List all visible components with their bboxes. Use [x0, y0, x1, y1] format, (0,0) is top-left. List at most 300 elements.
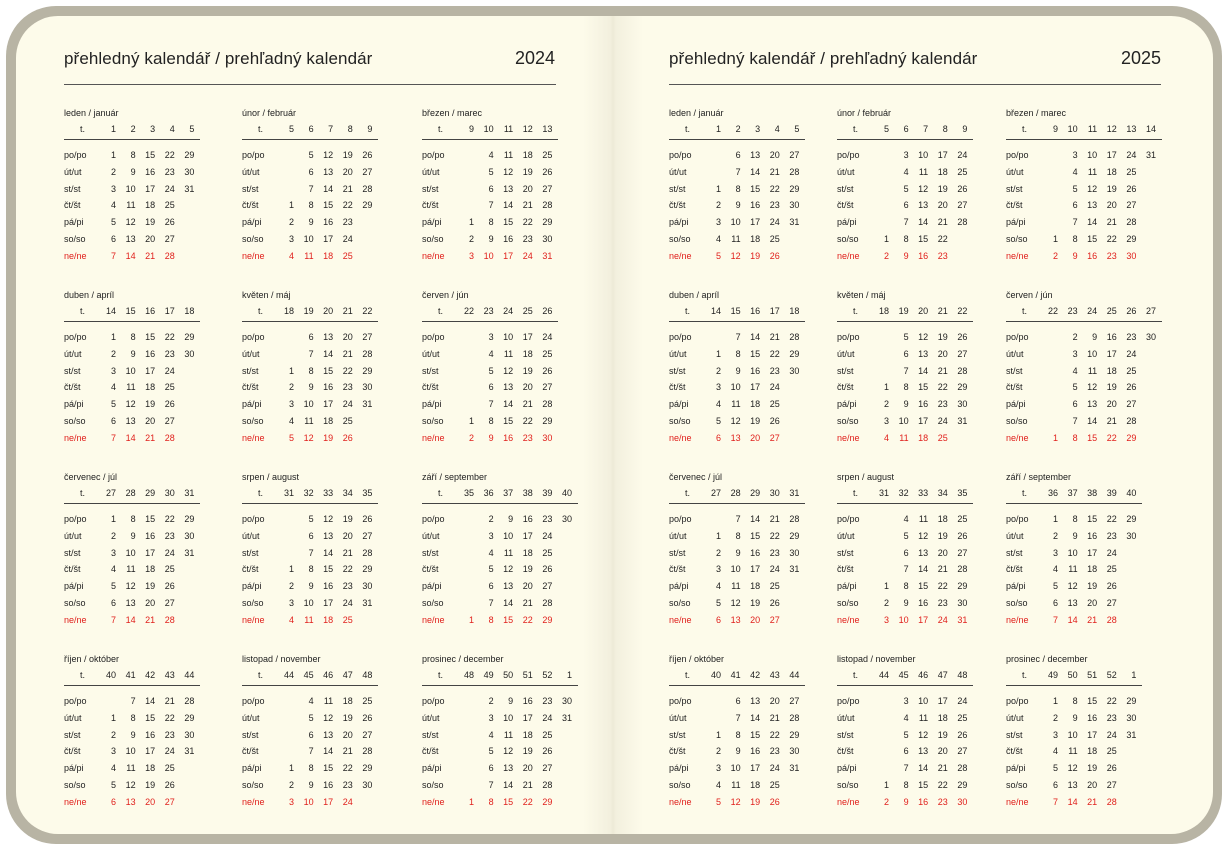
- day-label: ne/ne: [422, 796, 445, 807]
- day-label: so/so: [422, 416, 444, 426]
- day-label: út/ut: [64, 348, 82, 359]
- date-cell: 28: [362, 183, 373, 194]
- date-cell: 6: [308, 166, 314, 177]
- date-cell: 20: [750, 432, 761, 443]
- date-cell: 27: [789, 150, 800, 160]
- date-cell: 1: [110, 332, 116, 342]
- date-cell: 6: [1052, 598, 1058, 608]
- date-cell: 14: [1087, 217, 1098, 228]
- date-cell: 2: [288, 382, 294, 393]
- date-cell: 31: [789, 564, 800, 575]
- date-cell: 29: [184, 332, 195, 342]
- week-number: 23: [483, 306, 494, 316]
- date-cell: 20: [342, 332, 353, 342]
- date-cell: 24: [164, 183, 175, 194]
- week-number: 34: [342, 488, 353, 498]
- date-cell: 11: [126, 200, 136, 211]
- date-cell: 12: [730, 416, 741, 426]
- date-cell: 26: [362, 150, 373, 160]
- day-label: čt/št: [1006, 746, 1023, 757]
- date-cell: 2: [1072, 332, 1078, 342]
- date-cell: 29: [184, 150, 195, 160]
- date-cell: 4: [1072, 166, 1078, 177]
- page-year: 2024: [514, 48, 555, 68]
- date-cell: 9: [308, 217, 314, 228]
- date-cell: 17: [145, 365, 156, 376]
- day-label: st/st: [422, 183, 439, 194]
- date-cell: 30: [561, 514, 572, 524]
- date-cell: 10: [303, 796, 314, 807]
- date-cell: 21: [522, 200, 533, 211]
- date-cell: 24: [164, 746, 175, 757]
- date-cell: 5: [308, 712, 314, 723]
- date-cell: 15: [918, 780, 929, 790]
- date-cell: 20: [522, 183, 533, 194]
- date-cell: 3: [468, 250, 474, 261]
- day-label: st/st: [64, 365, 81, 376]
- date-cell: 29: [362, 200, 373, 211]
- week-number: 29: [145, 488, 156, 498]
- date-cell: 12: [730, 250, 741, 261]
- date-cell: 18: [1087, 746, 1098, 757]
- date-cell: 6: [110, 796, 116, 807]
- date-cell: 17: [750, 763, 761, 774]
- date-cell: 17: [918, 614, 929, 625]
- week-number: 13: [1126, 124, 1137, 134]
- day-label: čt/št: [837, 382, 854, 393]
- date-cell: 24: [164, 365, 175, 376]
- date-cell: 21: [342, 183, 353, 194]
- day-label: po/po: [242, 332, 265, 342]
- week-number: 48: [463, 670, 474, 680]
- date-cell: 13: [1087, 399, 1098, 410]
- day-label: so/so: [64, 598, 86, 608]
- date-cell: 19: [750, 796, 761, 807]
- date-cell: 5: [308, 514, 314, 524]
- date-cell: 28: [362, 348, 373, 359]
- week-number: 28: [125, 488, 136, 498]
- date-cell: 25: [957, 712, 968, 723]
- date-cell: 10: [1087, 348, 1098, 359]
- month-block: [1006, 654, 1166, 824]
- date-cell: 21: [145, 250, 156, 261]
- week-number: 33: [918, 488, 929, 498]
- date-cell: 9: [735, 365, 741, 376]
- date-cell: 19: [937, 183, 948, 194]
- date-cell: 30: [1126, 250, 1137, 261]
- date-cell: 29: [362, 365, 373, 376]
- day-label: so/so: [422, 780, 444, 790]
- week-number: 49: [1047, 670, 1058, 680]
- date-cell: 17: [145, 183, 156, 194]
- date-cell: 30: [362, 382, 373, 393]
- day-label: st/st: [669, 183, 686, 194]
- date-cell: 31: [542, 250, 553, 261]
- day-label: po/po: [837, 514, 860, 524]
- date-cell: 24: [1126, 348, 1137, 359]
- date-cell: 19: [937, 332, 948, 342]
- week-number: 23: [1067, 306, 1078, 316]
- date-cell: 19: [145, 581, 156, 592]
- date-cell: 25: [542, 547, 553, 558]
- date-cell: 16: [145, 348, 156, 359]
- week-number: 52: [542, 670, 553, 680]
- week-number: 17: [769, 306, 780, 316]
- date-cell: 1: [883, 382, 889, 393]
- date-cell: 1: [468, 796, 474, 807]
- date-cell: 8: [308, 763, 314, 774]
- day-label: so/so: [64, 234, 86, 244]
- week-number: 26: [1126, 306, 1137, 316]
- day-label: st/st: [1006, 729, 1023, 740]
- date-cell: 13: [323, 166, 334, 177]
- date-cell: 15: [918, 234, 929, 244]
- day-label: pá/pi: [1006, 763, 1026, 774]
- week-label: t.: [853, 124, 859, 134]
- day-label: po/po: [64, 696, 87, 706]
- week-number: 50: [503, 670, 514, 680]
- week-number: 11: [1087, 124, 1098, 134]
- date-cell: 9: [1092, 332, 1098, 342]
- week-number: 31: [789, 488, 800, 498]
- day-label: pá/pi: [422, 217, 442, 228]
- day-label: čt/št: [1006, 564, 1023, 575]
- date-cell: 20: [342, 530, 353, 541]
- date-cell: 2: [288, 581, 294, 592]
- week-number: 15: [125, 306, 136, 316]
- date-cell: 19: [145, 217, 156, 228]
- page-year: 2025: [1120, 48, 1161, 68]
- date-cell: 4: [308, 696, 314, 706]
- date-cell: 13: [750, 696, 761, 706]
- date-cell: 21: [342, 746, 353, 757]
- date-cell: 20: [145, 598, 156, 608]
- date-cell: 24: [937, 614, 948, 625]
- day-label: so/so: [669, 234, 691, 244]
- date-cell: 29: [789, 348, 800, 359]
- date-cell: 5: [715, 598, 721, 608]
- date-cell: 28: [789, 712, 800, 723]
- date-cell: 16: [1087, 250, 1098, 261]
- date-cell: 2: [883, 598, 889, 608]
- date-cell: 24: [542, 332, 553, 342]
- date-cell: 6: [488, 382, 494, 393]
- date-cell: 3: [1072, 150, 1078, 160]
- date-cell: 9: [130, 530, 136, 541]
- day-label: po/po: [669, 696, 692, 706]
- date-cell: 12: [125, 217, 136, 228]
- date-cell: 10: [125, 746, 136, 757]
- day-label: út/ut: [242, 348, 260, 359]
- week-number: 50: [1067, 670, 1078, 680]
- date-cell: 18: [342, 696, 353, 706]
- page-title: přehledný kalendář / prehľadný kalendár: [669, 49, 978, 68]
- day-label: pá/pi: [1006, 217, 1026, 228]
- date-cell: 1: [715, 348, 721, 359]
- week-number: 15: [730, 306, 741, 316]
- day-label: pá/pi: [422, 581, 442, 592]
- date-cell: 29: [1126, 514, 1137, 524]
- date-cell: 14: [323, 547, 334, 558]
- date-cell: 28: [1106, 614, 1117, 625]
- date-cell: 12: [323, 712, 334, 723]
- day-label: út/ut: [64, 712, 82, 723]
- date-cell: 13: [125, 598, 136, 608]
- date-cell: 2: [883, 399, 889, 410]
- week-label: t.: [258, 670, 264, 680]
- month-block: [1006, 290, 1166, 460]
- date-cell: 12: [918, 332, 929, 342]
- date-cell: 16: [145, 530, 156, 541]
- week-label: t.: [80, 488, 86, 498]
- date-cell: 22: [937, 234, 948, 244]
- date-cell: 19: [937, 530, 948, 541]
- date-cell: 25: [769, 780, 780, 790]
- date-cell: 24: [164, 547, 175, 558]
- day-label: čt/št: [1006, 200, 1023, 211]
- date-cell: 2: [468, 432, 474, 443]
- date-cell: 25: [164, 382, 175, 393]
- month-rule: [1006, 685, 1142, 686]
- date-cell: 9: [903, 399, 909, 410]
- week-number: 22: [957, 306, 968, 316]
- week-number: 18: [878, 306, 889, 316]
- date-cell: 9: [735, 200, 741, 211]
- week-number: 6: [903, 124, 909, 134]
- date-cell: 6: [903, 200, 909, 211]
- date-cell: 14: [323, 348, 334, 359]
- date-cell: 5: [110, 399, 116, 410]
- date-cell: 27: [1106, 780, 1117, 790]
- date-cell: 16: [522, 514, 533, 524]
- date-cell: 18: [750, 399, 761, 410]
- date-cell: 31: [184, 183, 195, 194]
- week-number: 44: [789, 670, 800, 680]
- day-label: čt/št: [837, 746, 854, 757]
- month-name: srpen / august: [837, 472, 895, 482]
- month-block: [64, 472, 224, 642]
- date-cell: 12: [303, 432, 314, 443]
- day-label: st/st: [242, 547, 259, 558]
- date-cell: 10: [730, 763, 741, 774]
- day-label: so/so: [837, 416, 859, 426]
- date-cell: 8: [308, 564, 314, 575]
- month-block: [669, 654, 829, 824]
- date-cell: 9: [308, 780, 314, 790]
- month-rule: [64, 503, 200, 504]
- month-block: [242, 108, 402, 278]
- date-cell: 17: [323, 399, 334, 410]
- date-cell: 25: [164, 200, 175, 211]
- day-label: ne/ne: [669, 432, 692, 443]
- day-label: pá/pi: [242, 763, 262, 774]
- week-number: 40: [1126, 488, 1137, 498]
- week-label: t.: [1022, 306, 1028, 316]
- date-cell: 7: [308, 547, 314, 558]
- date-cell: 1: [468, 614, 474, 625]
- date-cell: 11: [503, 150, 514, 160]
- date-cell: 17: [750, 217, 761, 228]
- day-label: po/po: [64, 332, 87, 342]
- date-cell: 20: [1106, 200, 1117, 211]
- date-cell: 2: [288, 780, 294, 790]
- week-number: 22: [362, 306, 373, 316]
- date-cell: 13: [125, 796, 136, 807]
- date-cell: 17: [1087, 729, 1098, 740]
- week-number: 18: [283, 306, 294, 316]
- month-rule: [669, 685, 805, 686]
- date-cell: 15: [1087, 234, 1098, 244]
- day-label: čt/št: [669, 200, 686, 211]
- date-cell: 22: [522, 796, 533, 807]
- date-cell: 15: [1087, 432, 1098, 443]
- day-label: so/so: [242, 598, 264, 608]
- week-number: 21: [342, 306, 353, 316]
- date-cell: 12: [1087, 382, 1098, 393]
- date-cell: 3: [488, 530, 494, 541]
- date-cell: 5: [488, 564, 494, 575]
- day-label: út/ut: [669, 712, 687, 723]
- date-cell: 25: [342, 416, 353, 426]
- week-number: 27: [1145, 306, 1156, 316]
- date-cell: 12: [125, 581, 136, 592]
- day-label: pá/pi: [1006, 399, 1026, 410]
- date-cell: 27: [957, 348, 968, 359]
- day-label: po/po: [422, 514, 445, 524]
- week-number: 27: [710, 488, 721, 498]
- date-cell: 29: [957, 780, 968, 790]
- date-cell: 22: [342, 365, 353, 376]
- date-cell: 24: [522, 250, 533, 261]
- date-cell: 21: [522, 598, 533, 608]
- date-cell: 29: [542, 796, 553, 807]
- day-label: ne/ne: [64, 432, 87, 443]
- date-cell: 28: [957, 217, 968, 228]
- date-cell: 13: [918, 547, 929, 558]
- week-number: 13: [542, 124, 553, 134]
- date-cell: 10: [1087, 150, 1098, 160]
- day-label: so/so: [242, 416, 264, 426]
- month-rule: [242, 503, 378, 504]
- month-name: listopad / november: [242, 654, 321, 664]
- day-label: so/so: [837, 780, 859, 790]
- date-cell: 1: [715, 530, 721, 541]
- date-cell: 31: [362, 598, 373, 608]
- date-cell: 20: [750, 614, 761, 625]
- date-cell: 22: [769, 729, 780, 740]
- day-label: po/po: [669, 514, 692, 524]
- day-label: ne/ne: [1006, 614, 1029, 625]
- book-gutter: [583, 16, 643, 834]
- date-cell: 10: [125, 547, 136, 558]
- date-cell: 25: [769, 234, 780, 244]
- date-cell: 11: [503, 729, 514, 740]
- day-label: čt/št: [64, 382, 81, 393]
- date-cell: 6: [488, 763, 494, 774]
- day-label: po/po: [1006, 150, 1029, 160]
- day-label: út/ut: [669, 166, 687, 177]
- date-cell: 26: [1106, 763, 1117, 774]
- week-number: 33: [323, 488, 334, 498]
- date-cell: 8: [1072, 432, 1078, 443]
- month-rule: [422, 685, 578, 686]
- day-label: út/ut: [669, 530, 687, 541]
- date-cell: 7: [130, 696, 136, 706]
- date-cell: 2: [715, 746, 721, 757]
- week-number: 8: [942, 124, 948, 134]
- date-cell: 26: [362, 712, 373, 723]
- date-cell: 29: [1126, 696, 1137, 706]
- date-cell: 7: [903, 763, 909, 774]
- week-number: 28: [730, 488, 741, 498]
- date-cell: 2: [1052, 530, 1058, 541]
- month-name: únor / február: [242, 108, 297, 118]
- day-label: pá/pi: [64, 581, 84, 592]
- day-label: st/st: [242, 365, 259, 376]
- date-cell: 22: [522, 614, 533, 625]
- date-cell: 25: [164, 763, 175, 774]
- date-cell: 22: [769, 183, 780, 194]
- week-number: 45: [898, 670, 909, 680]
- week-number: 9: [468, 124, 474, 134]
- day-label: so/so: [1006, 234, 1028, 244]
- date-cell: 13: [730, 614, 741, 625]
- date-cell: 4: [288, 250, 294, 261]
- right-page: [613, 16, 1213, 834]
- date-cell: 2: [110, 729, 116, 740]
- date-cell: 9: [1072, 712, 1078, 723]
- month-rule: [837, 503, 973, 504]
- date-cell: 7: [488, 200, 494, 211]
- month-rule: [837, 321, 973, 322]
- date-cell: 11: [304, 250, 314, 261]
- month-block: [1006, 108, 1166, 278]
- date-cell: 12: [503, 746, 514, 757]
- date-cell: 22: [769, 530, 780, 541]
- month-name: říjen / október: [64, 654, 120, 664]
- date-cell: 23: [769, 365, 780, 376]
- date-cell: 18: [323, 416, 334, 426]
- date-cell: 26: [769, 416, 780, 426]
- week-label: t.: [853, 306, 859, 316]
- week-number: 12: [522, 124, 533, 134]
- date-cell: 2: [715, 365, 721, 376]
- day-label: čt/št: [669, 382, 686, 393]
- date-cell: 16: [750, 365, 761, 376]
- date-cell: 12: [323, 514, 334, 524]
- date-cell: 2: [715, 547, 721, 558]
- date-cell: 30: [184, 348, 195, 359]
- date-cell: 19: [522, 746, 533, 757]
- month-name: březen / marec: [422, 108, 483, 118]
- date-cell: 15: [918, 382, 929, 393]
- date-cell: 6: [903, 547, 909, 558]
- date-cell: 17: [522, 712, 533, 723]
- day-label: út/ut: [242, 712, 260, 723]
- week-number: 24: [1087, 306, 1098, 316]
- date-cell: 14: [323, 746, 334, 757]
- date-cell: 4: [488, 729, 494, 740]
- date-cell: 28: [164, 250, 175, 261]
- day-label: po/po: [837, 150, 860, 160]
- month-name: únor / február: [837, 108, 892, 118]
- date-cell: 28: [1126, 416, 1137, 426]
- week-number: 51: [522, 670, 533, 680]
- date-cell: 23: [937, 250, 948, 261]
- date-cell: 14: [1067, 796, 1078, 807]
- day-label: pá/pi: [422, 763, 442, 774]
- date-cell: 8: [130, 712, 136, 723]
